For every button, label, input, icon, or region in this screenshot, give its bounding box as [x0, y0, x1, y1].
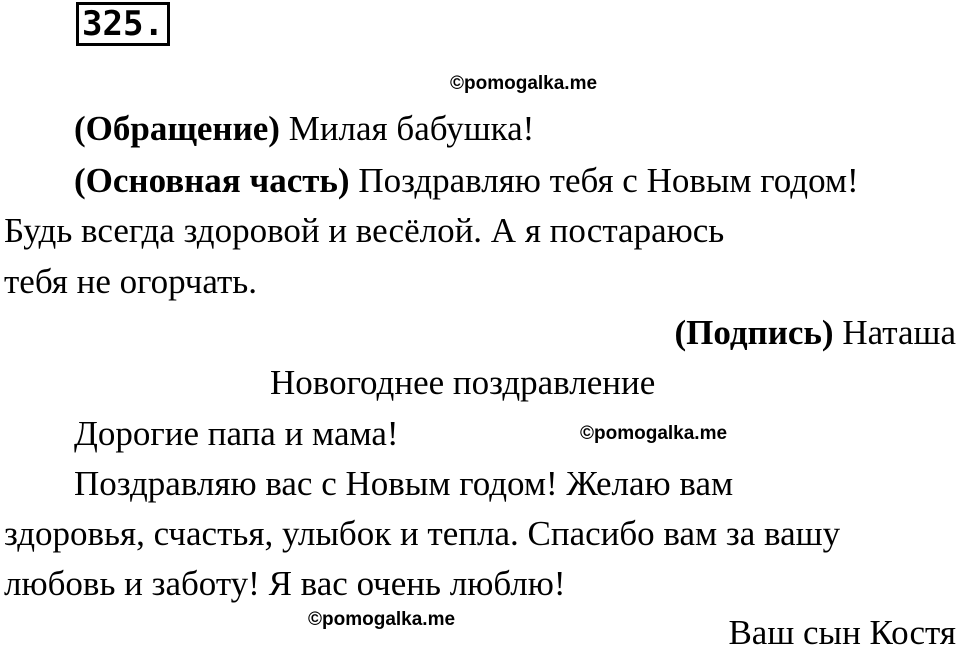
main-part-text: Поздравляю тебя с Новым годом!	[358, 161, 859, 200]
letter1-main-line-2: Будь всегда здоровой и весёлой. А я постараюсь	[4, 211, 725, 250]
watermark: ©pomogalka.me	[450, 73, 598, 94]
letter2-line-1: Поздравляю вас с Новым годом! Желаю вам	[74, 464, 734, 503]
letter2-signature: Ваш сын Костя	[728, 613, 956, 652]
signature-text: Наташа	[842, 313, 956, 352]
letter2-line-3: любовь и заботу! Я вас очень люблю!	[4, 564, 566, 603]
address-label: (Обращение)	[74, 109, 280, 148]
watermark: ©pomogalka.me	[580, 423, 728, 444]
letter1-main-line-3: тебя не огорчать.	[4, 262, 257, 301]
letter2-title: Новогоднее поздравление	[270, 363, 656, 402]
letter1-main-line-1	[74, 160, 859, 202]
letter2-address: Дорогие папа и мама!	[74, 414, 399, 453]
letter1-address-line	[74, 108, 534, 150]
address-text: Милая бабушка!	[288, 109, 535, 148]
letter2-line-2: здоровья, счастья, улыбок и тепла. Спасибо вам за вашу	[4, 514, 841, 553]
letter1-signature-line	[674, 312, 956, 354]
task-number: 325.	[76, 2, 170, 46]
main-part-label: (Основная часть)	[74, 161, 350, 200]
signature-label: (Подпись)	[674, 313, 834, 352]
watermark: ©pomogalka.me	[308, 609, 456, 630]
